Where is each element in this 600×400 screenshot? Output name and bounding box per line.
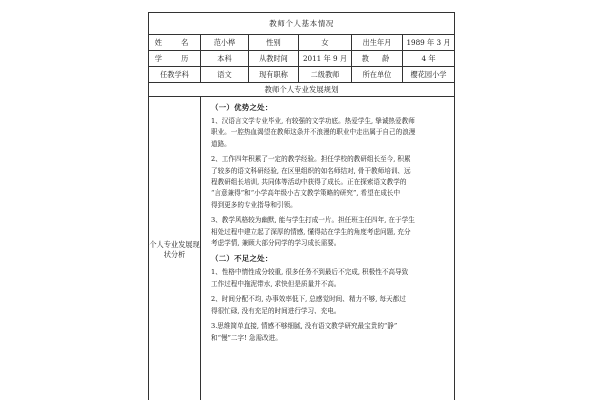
teach-since-value: 2011 年 9 月 [299, 51, 352, 67]
weakness-item [211, 267, 448, 290]
title-row [149, 13, 455, 35]
unit-value: 樱花园小学 [403, 67, 455, 83]
strength-item [211, 215, 448, 249]
text-line: 1、汉语言文学专业毕业, 有较强的文学功底。热爱学生, 挚诚热爱教师 [211, 117, 415, 125]
info-row-2 [149, 51, 455, 67]
text-line: 得很忙碌, 没有充足的时间进行学习、充电。 [211, 306, 341, 315]
birth-label: 出生年月 [352, 35, 403, 51]
text-line: 1、性格中惰性成分较重, 很多任务不到最后不完成, 积极性不高导致 [211, 268, 409, 277]
education-value: 本科 [201, 51, 249, 67]
text-line: “言意兼得”和“小学高年级小古文教学策略的研究”, 希望在成长中 [211, 189, 401, 198]
weaknesses-list [211, 267, 448, 343]
title-label: 现有职称 [249, 67, 299, 83]
analysis-side-label: 个人专业发展现状分析 [149, 97, 201, 400]
analysis-row [149, 97, 455, 400]
text-line: 3.思维简单直接, 情感不够细腻, 没有语文教学研究最宝贵的“静” [211, 322, 398, 331]
teach-years-value: 4 年 [403, 51, 455, 67]
name-label: 姓 名 [149, 35, 201, 51]
text-line: 和“慢”二字! 急需改进。 [211, 333, 282, 342]
analysis-content [201, 97, 455, 400]
unit-label: 所在单位 [352, 67, 403, 83]
education-label: 学 历 [149, 51, 201, 67]
info-row-3 [149, 67, 455, 83]
weaknesses-heading: （二）不足之处： [211, 254, 273, 264]
subject-label: 任教学科 [149, 67, 201, 83]
text-line: 相处过程中建立起了深厚的情感, 懂得站在学生的角度考虑问题, 充分 [211, 227, 411, 236]
strengths-list [211, 116, 448, 249]
text-line: 得到更多的专业指导和引领。 [211, 200, 297, 209]
text-line: 工作过程中拖泥带水, 求快但是质量并不高。 [211, 279, 341, 288]
weakness-item [211, 294, 448, 317]
info-row-1 [149, 35, 455, 51]
text-line: 3、教学风格较为幽默, 能与学生打成一片。担任班主任四年, 在于学生 [211, 216, 415, 225]
gender-value: 女 [299, 35, 352, 51]
text-line: 程教研组长培训, 共同体等活动中获得了成长。正在探索语文教学的 [211, 178, 407, 187]
teach-since-label: 从教时间 [249, 51, 299, 67]
teacher-info-form [148, 12, 455, 400]
text-line: 2、时间分配不均, 办事效率低下, 总感觉时间、精力不够, 每天都过 [211, 295, 406, 304]
subject-value: 语文 [201, 67, 249, 83]
text-line: 2、工作四年积累了一定的教学经验。担任学校的教研组长至今, 积累 [211, 155, 411, 164]
section-title: 教师个人专业发展规划 [149, 83, 455, 97]
strength-item [211, 116, 448, 150]
strength-item [211, 154, 448, 211]
strengths-heading: （一）优势之处： [211, 103, 273, 112]
section-title-row [149, 83, 455, 97]
text-line: 职业。一腔热血渴望在教师这条并不浪漫的职业中走出属于自己的浪漫 [211, 128, 416, 137]
text-line: 了较多的语文科研经验, 在区里组织的如名师结对, 骨干教师培训、远 [211, 166, 411, 175]
text-line: 考虑学情, 兼顾大部分同学的学习成长需要。 [211, 239, 341, 248]
name-value: 范小桦 [201, 35, 249, 51]
weakness-item [211, 321, 448, 344]
gender-label: 性别 [249, 35, 299, 51]
title-value: 二级教师 [299, 67, 352, 83]
document-title: 教师个人基本情况 [149, 13, 455, 35]
text-line: 道路。 [211, 139, 231, 148]
teach-years-label: 教 龄 [352, 51, 403, 67]
birth-value: 1989 年 3 月 [403, 35, 455, 51]
